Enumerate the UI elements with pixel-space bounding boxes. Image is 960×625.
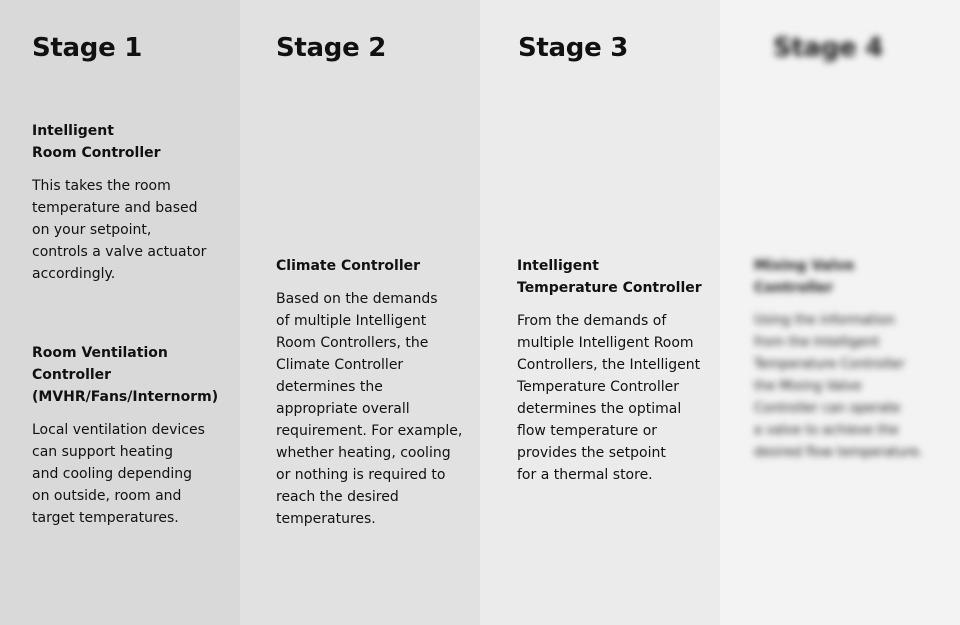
block-description: From the demands of multiple Intelligent Room Controllers, the Intelligent Temperature Controller determines the optimal flow temperature or provides the setpoint for a thermal store. bbox=[517, 313, 701, 483]
block-description: Based on the demands of multiple Intelligent Room Controllers, the Climate Controller determines the appropriate overall requirement. For example, whether heating, cooling or nothing is required to reach the desired temperatures. bbox=[276, 291, 463, 527]
block-description: Local ventilation devices can support heating and cooling depending on outside, room and target temperatures. bbox=[32, 422, 205, 526]
room-ventilation-controller-block bbox=[32, 342, 232, 529]
stage-1-title: Stage 1 bbox=[32, 33, 142, 63]
block-heading: Room Ventilation Controller (MVHR/Fans/Internorm) bbox=[32, 345, 219, 405]
stage-4-title: Stage 4 bbox=[773, 33, 883, 63]
stage-1-column bbox=[0, 0, 240, 625]
mixing-valve-controller-block bbox=[754, 255, 954, 464]
block-description: Using the information from the Intelligent Temperature Controller the Mixing Valve Controller can operate a valve to achieve the desired flow temperature. bbox=[754, 313, 923, 460]
stage-3-title: Stage 3 bbox=[518, 33, 628, 63]
block-heading: Intelligent Temperature Controller bbox=[517, 258, 702, 296]
stage-4-column bbox=[720, 0, 960, 625]
intelligent-room-controller-block bbox=[32, 120, 232, 285]
intelligent-temperature-controller-block bbox=[517, 255, 717, 486]
stage-2-title: Stage 2 bbox=[276, 33, 386, 63]
climate-controller-block bbox=[276, 255, 476, 530]
block-heading: Mixing Valve Controller bbox=[754, 258, 855, 296]
block-heading: Intelligent Room Controller bbox=[32, 123, 161, 161]
block-description: This takes the room temperature and based on your setpoint, controls a valve actuator accordingly. bbox=[32, 178, 207, 282]
stage-2-column bbox=[240, 0, 480, 625]
block-heading: Climate Controller bbox=[276, 258, 421, 274]
stage-3-column bbox=[480, 0, 720, 625]
